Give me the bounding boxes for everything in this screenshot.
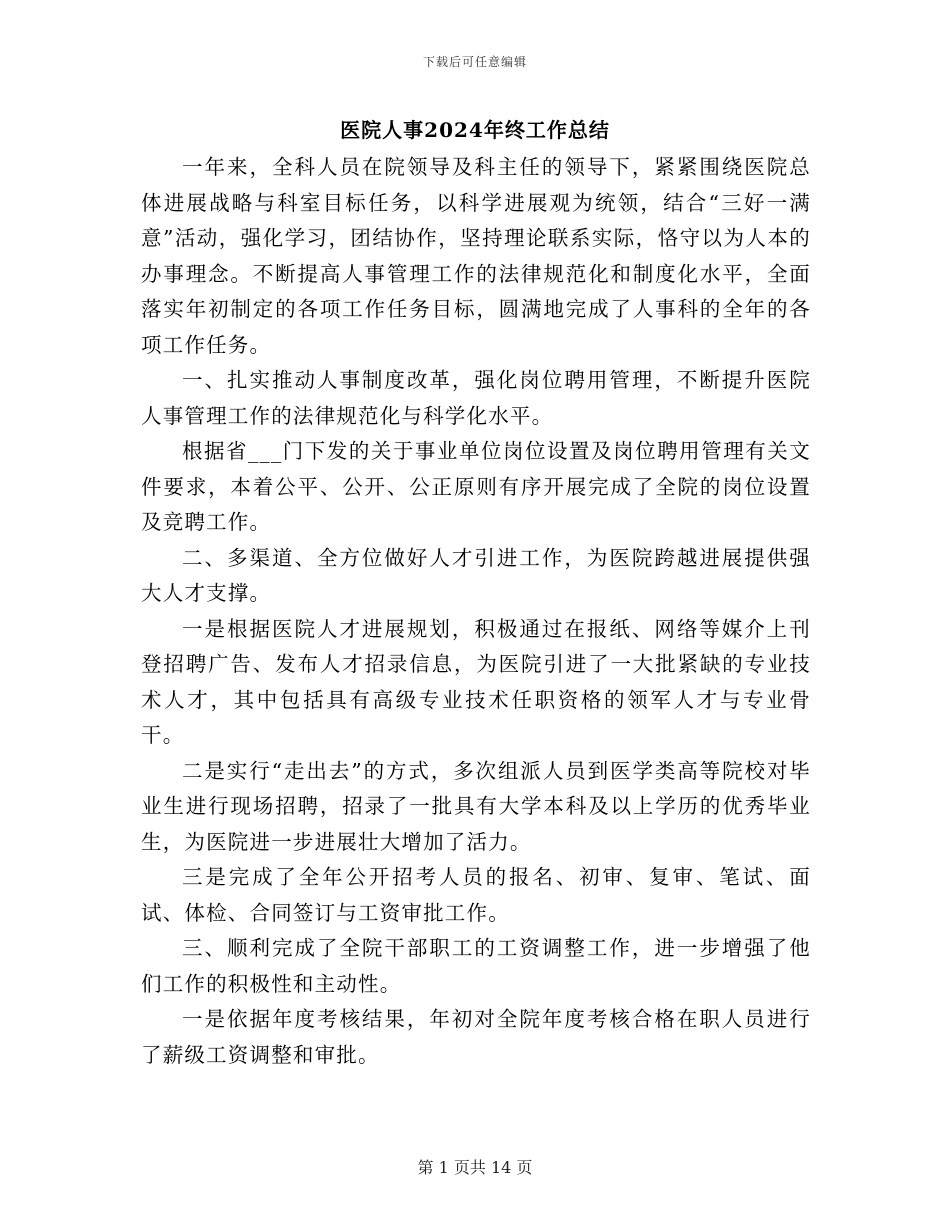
header-note: 下载后可任意编辑 — [422, 55, 527, 69]
paragraph: 一是依据年度考核结果，年初对全院年度考核合格在职人员进行了薪级工资调整和审批。 — [141, 1007, 811, 1067]
document-title: 医院人事2024年终工作总结 — [340, 118, 610, 142]
paragraph: 根据省___门下发的关于事业单位岗位设置及岗位聘用管理有关文件要求，本着公平、公开、公正原则有序开展完成了全院的岗位设置及竞聘工作。 — [141, 439, 811, 534]
paragraph: 一年来，全科人员在院领导及科主任的领导下，紧紧围绕医院总体进展战略与科室目标任务，以科学进展观为统领，结合“三好一满意”活动，强化学习，团结协作，坚持理论联系实际，恪守以为人本的办事理念。不断提高人事管理工作的法律规范化和制度化水平，全面落实年初制定的各项工作任务目标，圆满地完成了人事科的全年的各项工作任务。 — [141, 155, 811, 357]
paragraph: 二是实行“走出去”的方式，多次组派人员到医学类高等院校对毕业生进行现场招聘，招录了一批具有大学本科及以上学历的优秀毕业生，为医院进一步进展壮大增加了活力。 — [141, 758, 811, 854]
paragraph: 一是根据医院人才进展规划，积极通过在报纸、网络等媒介上刊登招聘广告、发布人才招录信息，为医院引进了一大批紧缺的专业技术人才，其中包括具有高级专业技术任职资格的领军人才与专业骨干。 — [141, 616, 811, 747]
section-heading: 三、顺利完成了全院干部职工的工资调整工作，进一步增强了他们工作的积极性和主动性。 — [141, 936, 811, 996]
document-body — [141, 150, 811, 1073]
page-number: 第 1 页共 14 页 — [417, 1158, 533, 1177]
section-heading: 二、多渠道、全方位做好人才引进工作，为医院跨越进展提供强大人才支撑。 — [141, 545, 811, 605]
paragraph: 三是完成了全年公开招考人员的报名、初审、复审、笔试、面试、体检、合同签订与工资审批工作。 — [141, 865, 811, 925]
section-heading: 一、扎实推动人事制度改革，强化岗位聘用管理，不断提升医院人事管理工作的法律规范化与科学化水平。 — [141, 368, 811, 428]
